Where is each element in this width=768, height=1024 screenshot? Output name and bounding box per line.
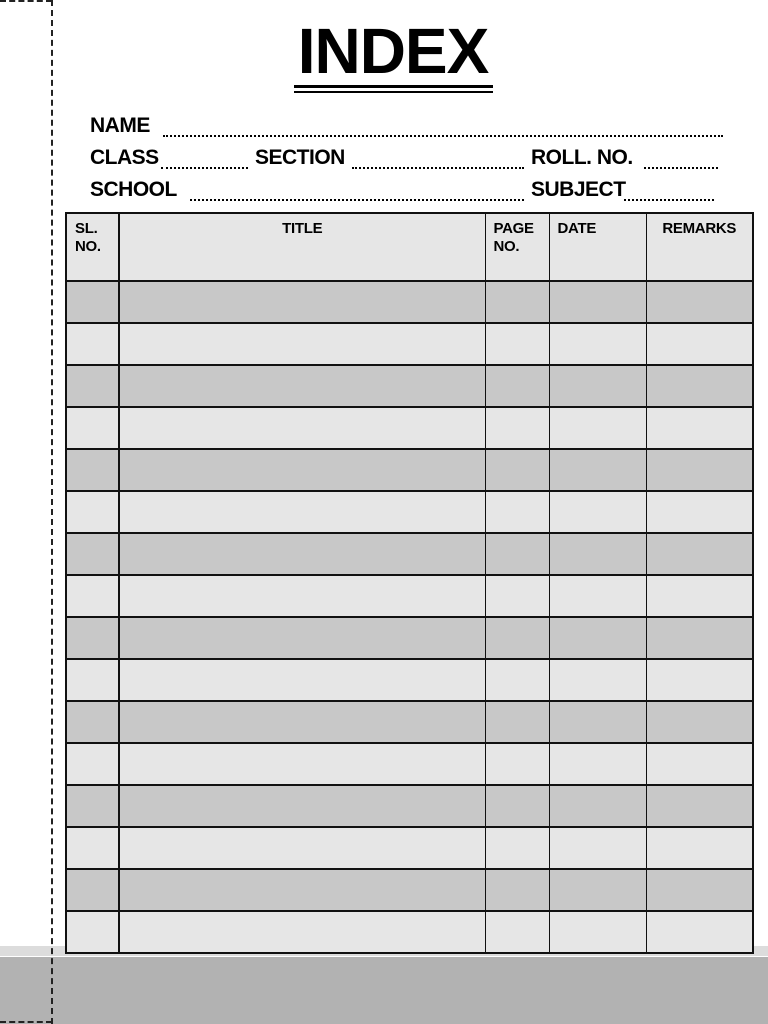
cell-date[interactable] [549,365,646,407]
cell-date[interactable] [549,785,646,827]
class-field[interactable] [161,167,248,169]
cell-date[interactable] [549,827,646,869]
name-field[interactable] [163,135,723,137]
cell-sl-no[interactable] [66,659,119,701]
table-row [66,281,753,323]
cell-title[interactable] [119,785,485,827]
cell-date[interactable] [549,491,646,533]
cell-sl-no[interactable] [66,911,119,953]
cell-remarks[interactable] [646,701,753,743]
cell-sl-no[interactable] [66,407,119,449]
cell-page-no[interactable] [485,449,549,491]
cell-date[interactable] [549,575,646,617]
cut-line-vertical [51,0,53,1024]
cell-remarks[interactable] [646,785,753,827]
cell-sl-no[interactable] [66,743,119,785]
table-row [66,701,753,743]
cell-sl-no[interactable] [66,869,119,911]
table-row [66,785,753,827]
cell-title[interactable] [119,281,485,323]
cell-title[interactable] [119,449,485,491]
header-title: TITLE [119,213,485,281]
cell-page-no[interactable] [485,281,549,323]
cell-page-no[interactable] [485,617,549,659]
cell-page-no[interactable] [485,323,549,365]
cell-date[interactable] [549,533,646,575]
page-title: INDEX [297,15,489,87]
cell-title[interactable] [119,617,485,659]
cell-title[interactable] [119,533,485,575]
school-field[interactable] [190,199,524,201]
table-row [66,827,753,869]
cell-remarks[interactable] [646,827,753,869]
cell-date[interactable] [549,911,646,953]
cell-remarks[interactable] [646,407,753,449]
cell-page-no[interactable] [485,785,549,827]
cell-page-no[interactable] [485,533,549,575]
cell-date[interactable] [549,617,646,659]
cell-sl-no[interactable] [66,323,119,365]
cell-remarks[interactable] [646,869,753,911]
table-row [66,869,753,911]
cell-page-no[interactable] [485,659,549,701]
cell-remarks[interactable] [646,911,753,953]
cell-title[interactable] [119,869,485,911]
cell-title[interactable] [119,743,485,785]
cut-line-bottom [0,1021,52,1023]
cell-page-no[interactable] [485,701,549,743]
school-label: SCHOOL [90,178,177,201]
table-row [66,911,753,953]
header-date: DATE [549,213,646,281]
table-row [66,407,753,449]
cell-remarks[interactable] [646,533,753,575]
section-field[interactable] [352,167,524,169]
cell-remarks[interactable] [646,617,753,659]
cell-date[interactable] [549,659,646,701]
header-sl-no: SL. NO. [66,213,119,281]
table-row [66,533,753,575]
cell-sl-no[interactable] [66,617,119,659]
section-label: SECTION [255,146,345,169]
cell-remarks[interactable] [646,323,753,365]
subject-field[interactable] [624,199,714,201]
cell-date[interactable] [549,869,646,911]
cell-page-no[interactable] [485,827,549,869]
cell-sl-no[interactable] [66,575,119,617]
cell-page-no[interactable] [485,407,549,449]
table-row [66,323,753,365]
cell-sl-no[interactable] [66,491,119,533]
cell-page-no[interactable] [485,575,549,617]
cell-date[interactable] [549,743,646,785]
title-underline [294,85,493,93]
cell-date[interactable] [549,407,646,449]
cell-page-no[interactable] [485,911,549,953]
cell-date[interactable] [549,449,646,491]
cell-sl-no[interactable] [66,281,119,323]
table-row [66,575,753,617]
cell-remarks[interactable] [646,491,753,533]
cell-remarks[interactable] [646,575,753,617]
cell-remarks[interactable] [646,449,753,491]
table-row [66,617,753,659]
roll-no-field[interactable] [644,167,718,169]
cell-page-no[interactable] [485,743,549,785]
cell-date[interactable] [549,281,646,323]
cell-sl-no[interactable] [66,365,119,407]
table-row [66,659,753,701]
cut-line-top [0,0,52,2]
cell-sl-no[interactable] [66,701,119,743]
table-row [66,743,753,785]
footer-band [0,957,768,1024]
cell-title[interactable] [119,323,485,365]
cell-remarks[interactable] [646,743,753,785]
cell-title[interactable] [119,911,485,953]
cell-sl-no[interactable] [66,827,119,869]
cell-date[interactable] [549,323,646,365]
cell-title[interactable] [119,491,485,533]
cell-page-no[interactable] [485,365,549,407]
cell-title[interactable] [119,407,485,449]
cell-date[interactable] [549,701,646,743]
index-table [65,212,754,954]
cell-title[interactable] [119,827,485,869]
cell-sl-no[interactable] [66,785,119,827]
subject-label: SUBJECT [531,178,626,201]
header-remarks: REMARKS [646,213,753,281]
roll-no-label: ROLL. NO. [531,146,633,169]
table-header-row [66,213,753,281]
cell-remarks[interactable] [646,659,753,701]
header-page-no: PAGE NO. [485,213,549,281]
table-row [66,449,753,491]
cell-title[interactable] [119,365,485,407]
cell-sl-no[interactable] [66,449,119,491]
cell-sl-no[interactable] [66,533,119,575]
class-label: CLASS [90,146,159,169]
table-row [66,491,753,533]
cell-title[interactable] [119,575,485,617]
cell-page-no[interactable] [485,491,549,533]
cell-remarks[interactable] [646,281,753,323]
cell-title[interactable] [119,659,485,701]
cell-page-no[interactable] [485,869,549,911]
cell-title[interactable] [119,701,485,743]
cell-remarks[interactable] [646,365,753,407]
name-label: NAME [90,114,150,137]
table-row [66,365,753,407]
